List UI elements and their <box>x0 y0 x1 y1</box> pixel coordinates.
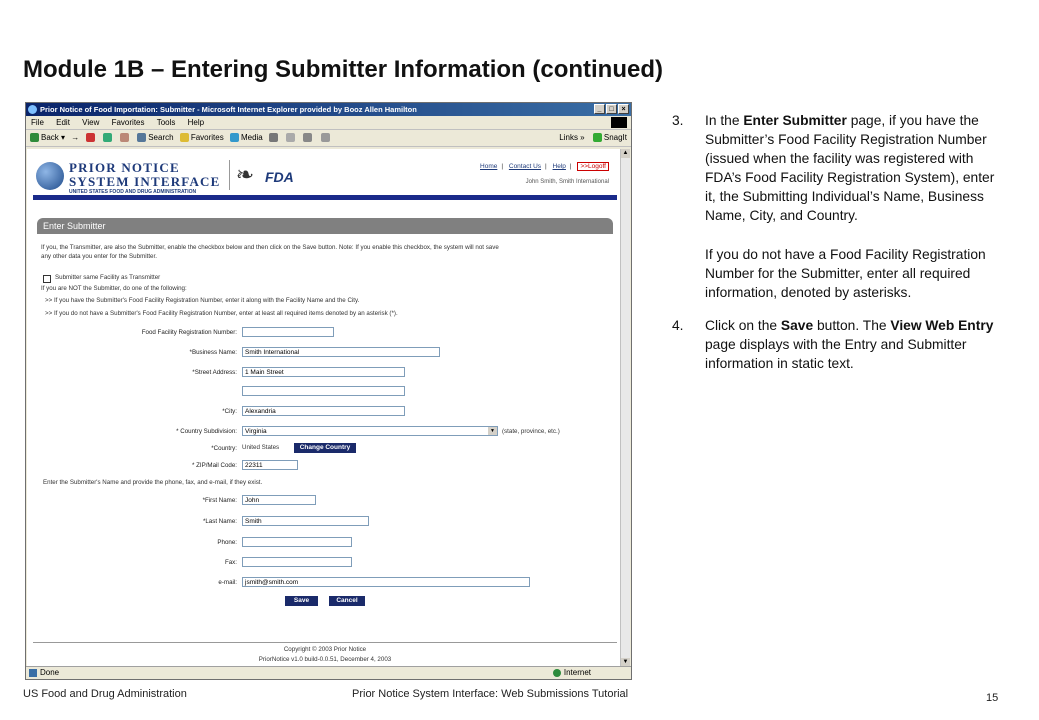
browser-toolbar: Back ▾ → Search Favorites Media Links » SnagIt <box>26 130 631 147</box>
step-4 <box>672 316 1007 373</box>
step-4-number: 4. <box>672 317 684 333</box>
search-icon <box>137 133 146 142</box>
menu-file[interactable]: File <box>31 118 44 127</box>
first-name-label: *First Name: <box>202 497 237 504</box>
mail-icon[interactable] <box>286 130 297 146</box>
business-name-input[interactable]: Smith International <box>242 347 440 357</box>
first-name-input[interactable]: John <box>242 495 316 505</box>
step-3-bold: Enter Submitter <box>743 113 847 128</box>
home-link[interactable]: Home <box>480 163 498 170</box>
registration-input[interactable] <box>242 327 334 337</box>
option2-text: >> If you do not have a Submitter's Food Facility Registration Number, enter at least all required items denoted by an asterisk (*). <box>45 310 398 317</box>
menu-favorites[interactable]: Favorites <box>111 118 145 127</box>
status-bar <box>26 666 631 679</box>
scroll-up-icon[interactable]: ▲ <box>622 150 629 156</box>
media-icon <box>230 133 239 142</box>
logoff-button[interactable]: >>Logoff <box>577 162 609 171</box>
browser-window <box>25 102 632 680</box>
street-address-input-2[interactable] <box>242 386 405 396</box>
phone-input[interactable] <box>242 537 352 547</box>
maximize-button[interactable]: □ <box>606 104 617 114</box>
city-input[interactable]: Alexandria <box>242 406 405 416</box>
menu-bar <box>26 116 631 130</box>
header-divider <box>33 195 617 200</box>
instructions-panel <box>672 111 1007 387</box>
edit-icon[interactable] <box>321 130 332 146</box>
step-3-number: 3. <box>672 113 684 128</box>
last-name-label: *Last Name: <box>202 518 237 525</box>
copyright-text: Copyright © 2003 Prior Notice <box>283 646 367 653</box>
minimize-button[interactable]: _ <box>594 104 605 114</box>
links-button[interactable]: Links <box>559 133 578 142</box>
site-subtitle: UNITED STATES FOOD AND DRUG ADMINISTRATION <box>69 189 197 195</box>
zip-input[interactable]: 22311 <box>242 460 298 470</box>
registration-label: Food Facility Registration Number: <box>141 329 237 336</box>
globe-icon <box>36 162 64 190</box>
fda-logo: FDA <box>265 169 294 185</box>
not-submitter-text: If you are NOT the Submitter, do one of the following: <box>41 285 187 292</box>
country-value: United States <box>242 444 280 451</box>
help-link[interactable]: Help <box>552 163 566 170</box>
hhs-eagle-icon: ❧ <box>229 160 257 190</box>
slide-title: Module 1B – Entering Submitter Information (continued) <box>23 56 663 83</box>
snagit-icon <box>593 133 602 142</box>
footer-left: US Food and Drug Administration <box>23 688 187 700</box>
home-icon[interactable] <box>120 130 131 146</box>
menu-tools[interactable]: Tools <box>156 118 176 127</box>
country-subdivision-label: * Country Subdivision: <box>176 428 237 435</box>
step-4-bold-save: Save <box>780 317 814 333</box>
same-facility-checkbox[interactable] <box>43 275 51 283</box>
menu-view[interactable]: View <box>82 118 100 127</box>
zip-label: * ZIP/Mail Code: <box>191 462 237 469</box>
contact-instructions: Enter the Submitter's Name and provide the phone, fax, and e-mail, if they exist. <box>43 479 263 486</box>
fax-label: Fax: <box>224 559 237 566</box>
subdivision-hint: (state, province, etc.) <box>502 428 560 435</box>
last-name-input[interactable]: Smith <box>242 516 369 526</box>
intro-line1: If you, the Transmitter, are also the Submitter, enable the checkbox below and then click on the Save button. Note: If you enable this checkbox, the system will not save <box>41 244 499 251</box>
back-arrow-icon <box>30 133 39 142</box>
favorites-button[interactable]: Favorites <box>180 130 224 146</box>
menu-edit[interactable]: Edit <box>56 118 70 127</box>
step-3-paragraph-2: If you do not have a Food Facility Registration Number for the Submitter, enter all required information, denoted by asterisks. <box>705 246 986 300</box>
step-4-text-b: button. The <box>813 317 891 333</box>
step-3 <box>672 111 1007 302</box>
save-button[interactable]: Save <box>285 596 318 606</box>
street-address-label: *Street Address: <box>192 369 237 376</box>
step-3-text-b: page, if you have the Submitter’s Food Facility Registration Number (issued when the facility was registered with FDA’s Food Facility Registration System), enter it, the Submitting Individual’s Name, Business Name, City, and Country. <box>705 113 995 224</box>
footer-center: Prior Notice System Interface: Web Submissions Tutorial <box>352 688 629 700</box>
internet-zone-icon <box>553 669 561 677</box>
option1-text: >> If you have the Submitter's Food Facility Registration Number, enter it along with the Facility Name and the City. <box>45 297 360 304</box>
step-3-text-a: In the <box>705 113 744 128</box>
search-button[interactable]: Search <box>137 130 173 146</box>
site-title-line1: PRIOR NOTICE <box>69 160 180 175</box>
email-label: e-mail: <box>218 579 237 586</box>
city-label: *City: <box>222 408 237 415</box>
street-address-input-1[interactable]: 1 Main Street <box>242 367 405 377</box>
country-label: *Country: <box>211 445 237 452</box>
country-subdivision-value: Virginia <box>245 428 267 435</box>
ie-logo-icon <box>28 105 37 114</box>
email-input[interactable]: jsmith@smith.com <box>242 577 530 587</box>
build-text: PriorNotice v1.0 build-0.0.51, December 4, 2003 <box>258 656 392 663</box>
zone-text: Internet <box>563 668 591 677</box>
header-links: Home | Contact Us | Help | >>Logoff <box>480 162 609 171</box>
status-text: Done <box>40 668 60 677</box>
page-done-icon <box>29 669 37 677</box>
browser-title-bar <box>26 103 631 116</box>
snagit-button[interactable]: SnagIt <box>603 133 627 142</box>
site-title-line2: SYSTEM INTERFACE <box>69 174 221 189</box>
browser-title: Prior Notice of Food Importation: Submitter - Microsoft Internet Explorer provided by Booz Allen Hamilton <box>40 105 417 114</box>
page-number: 15 <box>986 692 999 704</box>
stop-icon[interactable] <box>86 130 97 146</box>
cancel-button[interactable]: Cancel <box>329 596 365 606</box>
step-4-text-c: page displays with the Entry and Submitter information in static text. <box>705 336 967 372</box>
forward-button[interactable]: → <box>71 133 80 142</box>
country-subdivision-select[interactable] <box>242 426 498 436</box>
print-icon[interactable] <box>303 130 314 146</box>
menu-help[interactable]: Help <box>187 118 205 127</box>
intro-line2: any other data you enter for the Submitter. <box>41 253 157 260</box>
history-icon[interactable] <box>269 130 280 146</box>
change-country-button[interactable]: Change Country <box>294 443 356 453</box>
back-button[interactable]: Back ▾ <box>30 130 65 146</box>
fax-input[interactable] <box>242 557 352 567</box>
phone-label: Phone: <box>217 539 237 546</box>
footer-divider <box>33 642 617 643</box>
section-title: Enter Submitter <box>37 218 613 234</box>
refresh-icon[interactable] <box>103 130 114 146</box>
step-4-text-a: Click on the <box>705 317 781 333</box>
windows-flag-icon <box>611 117 627 128</box>
contact-link[interactable]: Contact Us <box>508 163 542 170</box>
chevron-down-icon[interactable]: ▼ <box>488 427 497 435</box>
close-button[interactable]: × <box>618 104 629 114</box>
same-facility-label: Submitter same Facility as Transmitter <box>55 274 161 281</box>
scroll-down-icon[interactable]: ▼ <box>622 659 629 665</box>
star-icon <box>180 133 189 142</box>
step-4-bold-view: View Web Entry <box>890 317 994 333</box>
business-name-label: *Business Name: <box>189 349 237 356</box>
user-info: John Smith, Smith International <box>525 179 609 185</box>
media-button[interactable]: Media <box>230 130 263 146</box>
page-viewport <box>27 149 623 667</box>
vertical-scrollbar[interactable] <box>620 149 630 667</box>
